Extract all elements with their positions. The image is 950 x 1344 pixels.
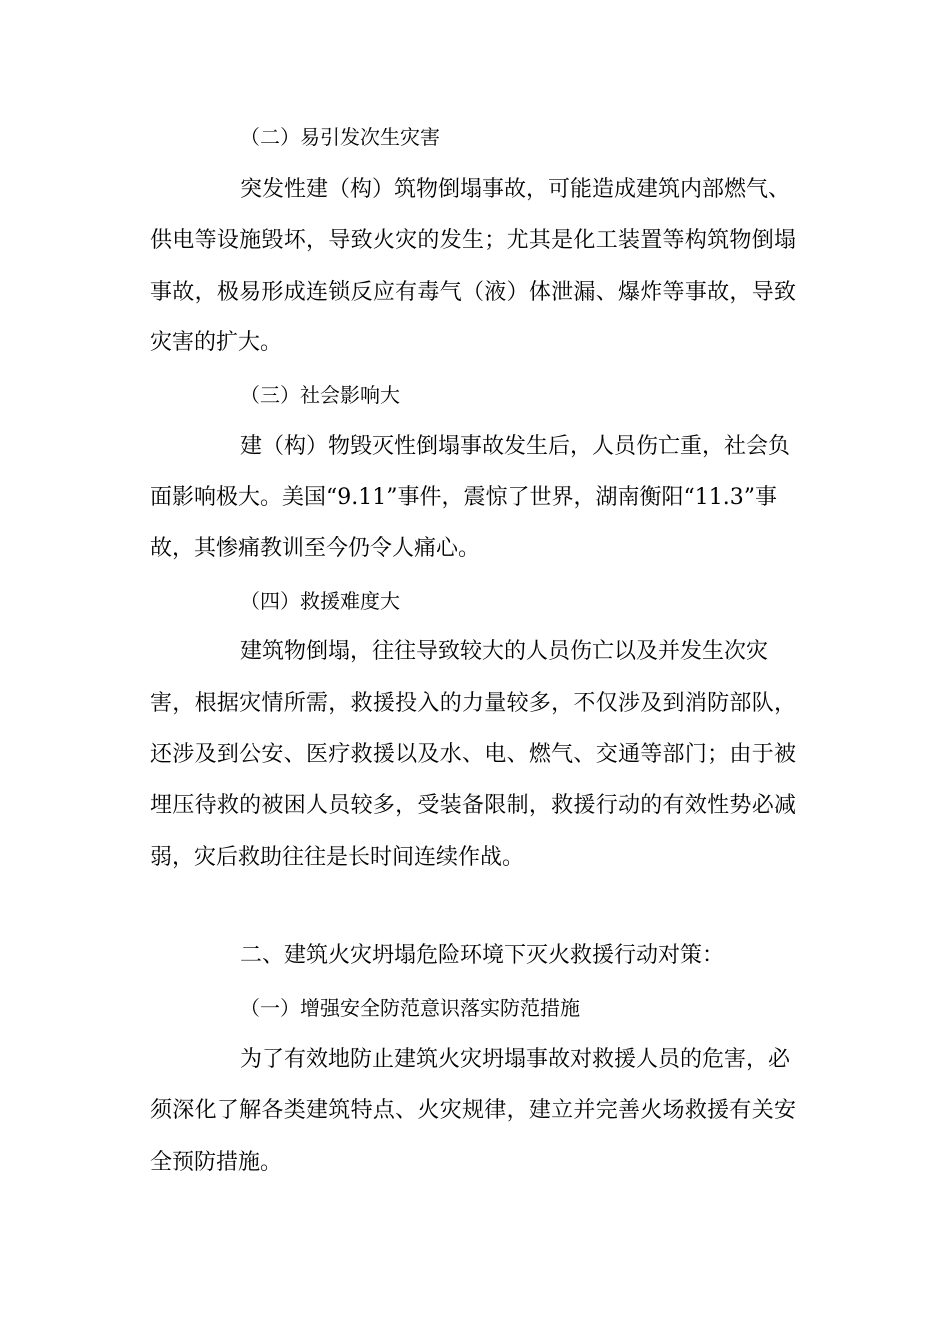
section-heading-social-impact: （三）社会影响大 (240, 383, 400, 407)
section-heading-safety-awareness: （一）增强安全防范意识落实防范措施 (240, 996, 580, 1020)
paragraph-line: 建（构）物毁灭性倒塌事故发生后，人员伤亡重，社会负 (240, 434, 791, 459)
section-heading-secondary-disaster: （二）易引发次生灾害 (240, 125, 440, 149)
paragraph-line: 全预防措施。 (150, 1150, 283, 1175)
paragraph-line: 还涉及到公安、医疗救援以及水、电、燃气、交通等部门；由于被 (150, 742, 796, 767)
paragraph-line: 建筑物倒塌，往往导致较大的人员伤亡以及并发生次灾 (240, 639, 769, 664)
chapter-heading-countermeasures: 二、建筑火灾坍塌危险环境下灭火救援行动对策： (240, 943, 725, 968)
paragraph-line: 面影响极大。美国“9.11”事件，震惊了世界，湖南衡阳“11.3”事 (150, 485, 777, 510)
paragraph-line: 埋压待救的被困人员较多，受装备限制，救援行动的有效性势必减 (150, 793, 796, 818)
paragraph-line: 故，其惨痛教训至今仍令人痛心。 (150, 536, 481, 561)
section-heading-rescue-difficulty: （四）救援难度大 (240, 589, 400, 613)
paragraph-line: 弱，灾后救助往往是长时间连续作战。 (150, 845, 525, 870)
paragraph-line: 突发性建（构）筑物倒塌事故，可能造成建筑内部燃气、 (240, 177, 791, 202)
paragraph-line: 为了有效地防止建筑火灾坍塌事故对救援人员的危害，必 (240, 1047, 791, 1072)
paragraph-line: 灾害的扩大。 (150, 330, 283, 355)
paragraph-line: 害，根据灾情所需，救援投入的力量较多，不仅涉及到消防部队， (150, 691, 796, 716)
paragraph-line: 供电等设施毁坏，导致火灾的发生；尤其是化工装置等构筑物倒塌 (150, 228, 796, 253)
paragraph-line: 须深化了解各类建筑特点、火灾规律，建立并完善火场救援有关安 (150, 1098, 796, 1123)
paragraph-line: 事故，极易形成连锁反应有毒气（液）体泄漏、爆炸等事故，导致 (150, 280, 796, 305)
